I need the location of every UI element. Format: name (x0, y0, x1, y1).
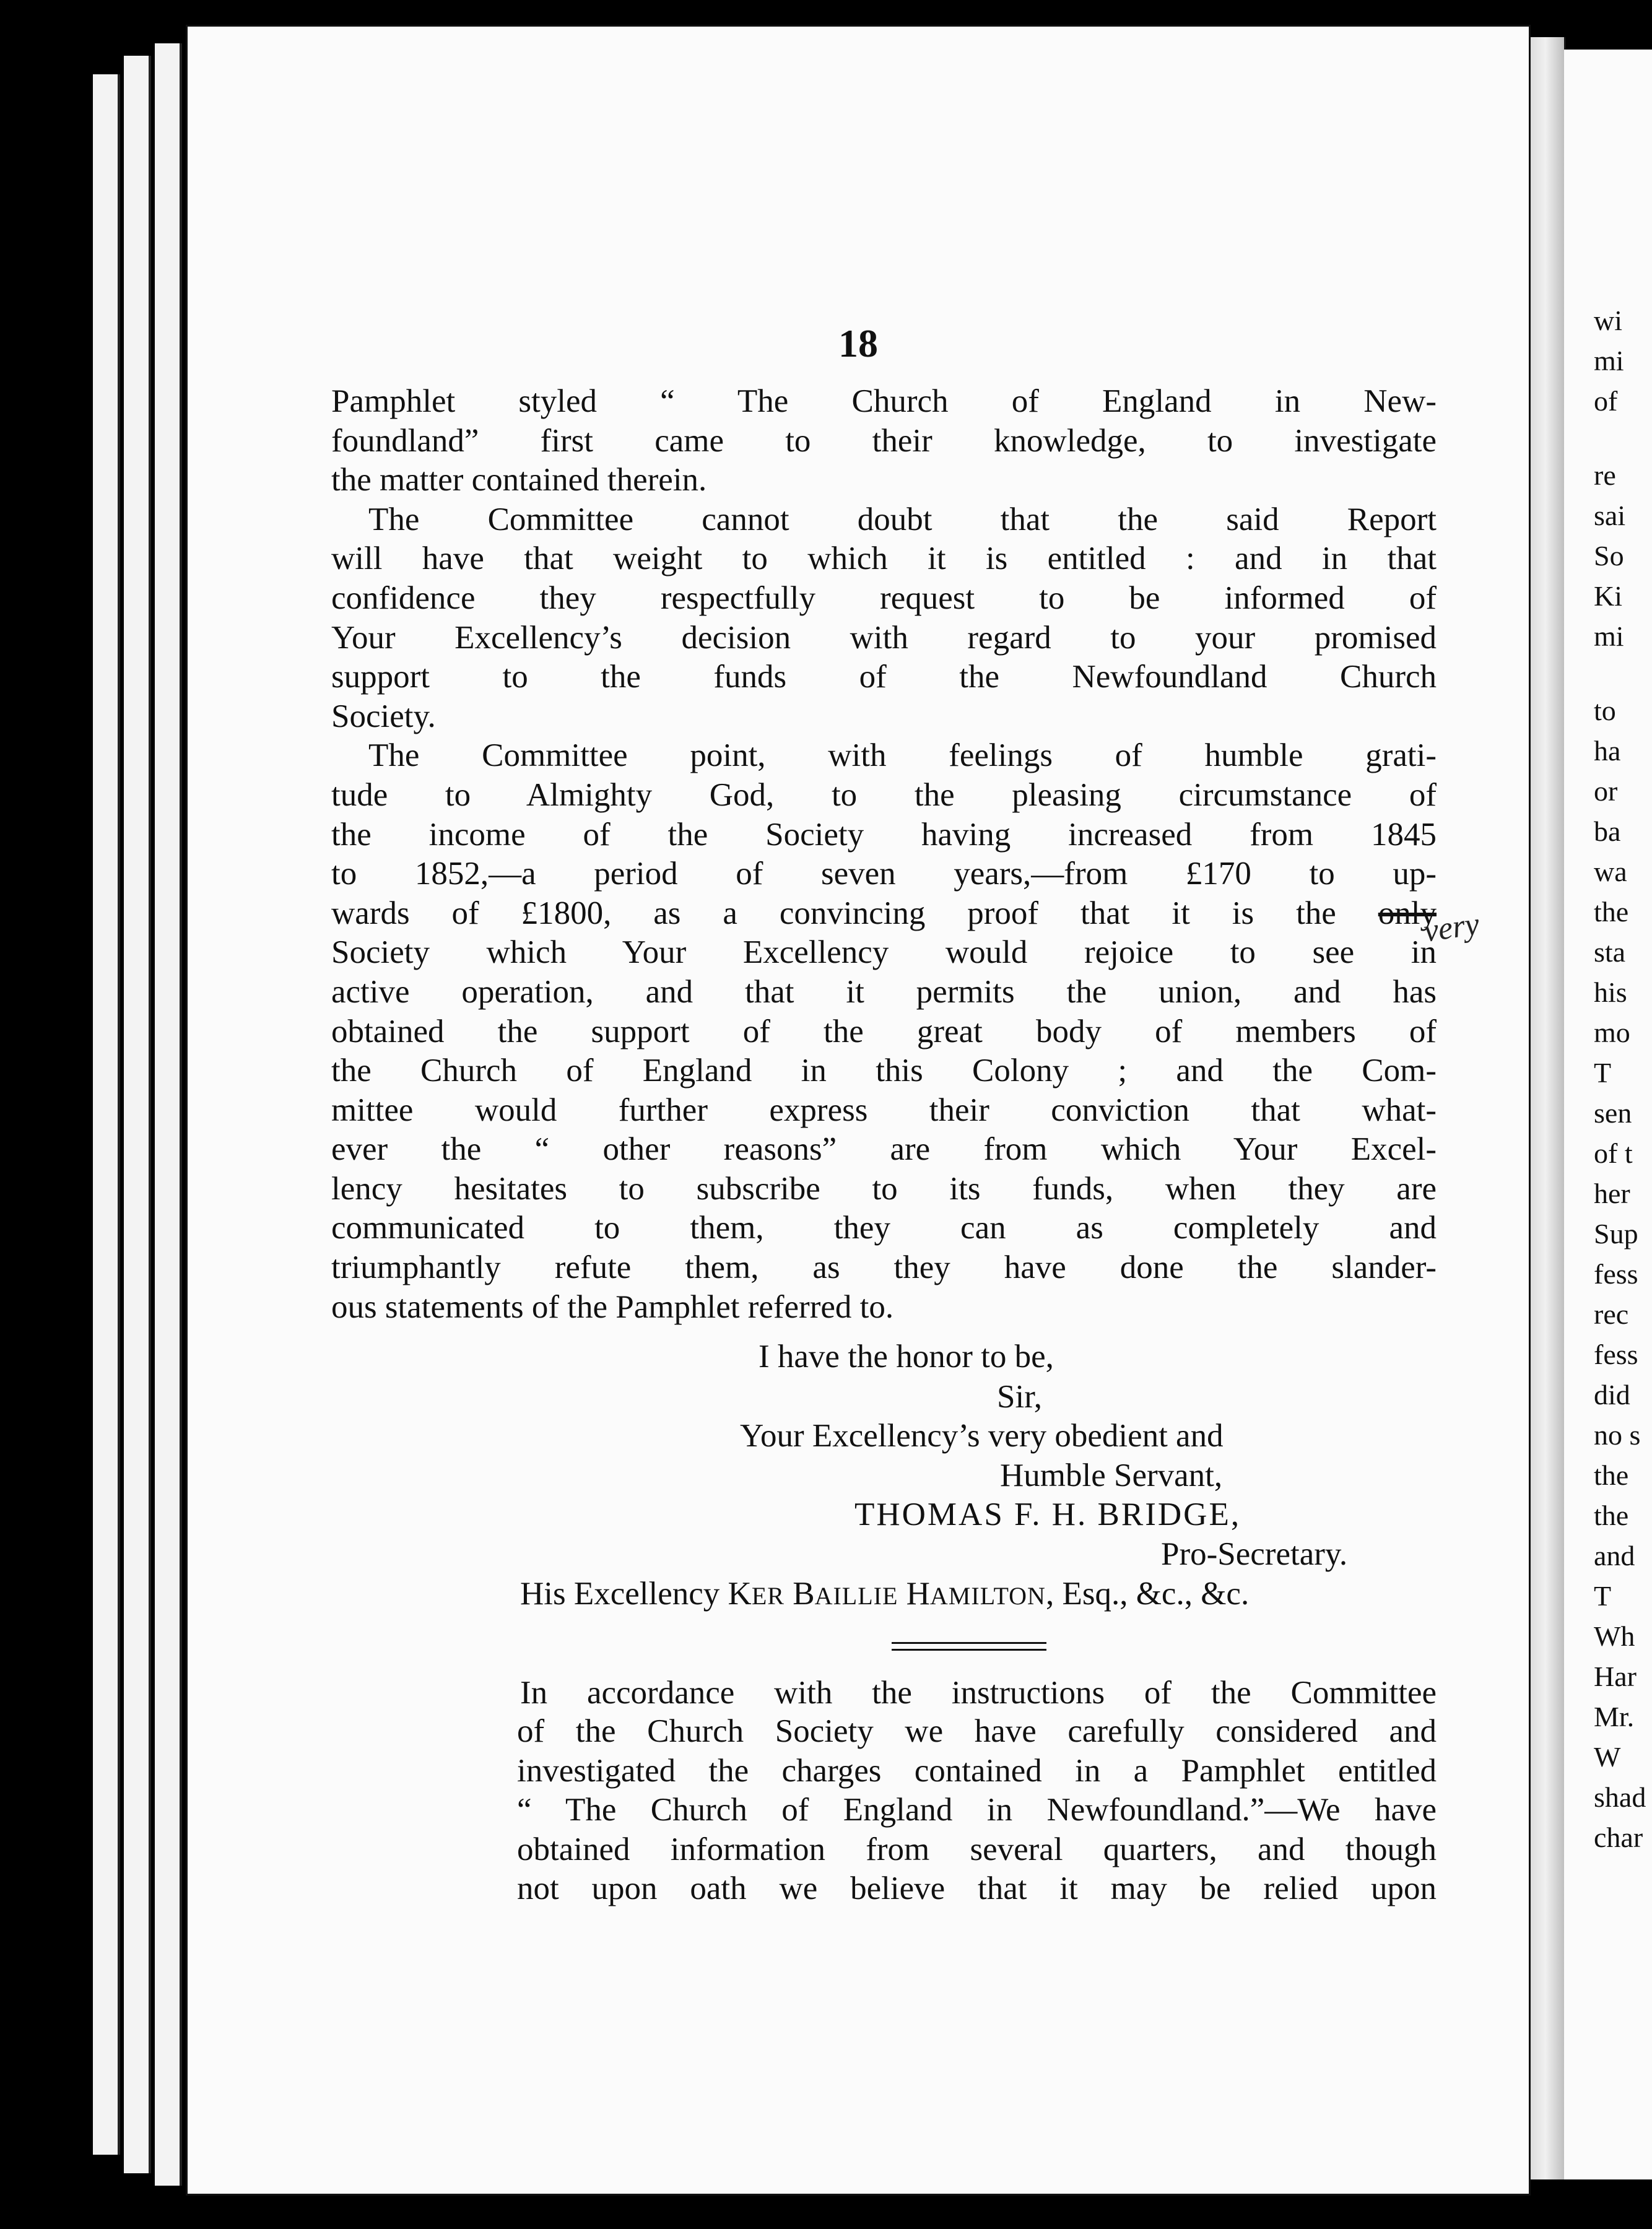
page-edge (124, 56, 151, 2173)
text-line: will have that weight to which it is entitled : and in that (331, 541, 1437, 577)
facing-page-text: Ki (1594, 580, 1622, 612)
handwritten-margin-note: very (1422, 906, 1482, 949)
facing-page-text: So (1594, 540, 1624, 571)
text-line: “ The Church of England in Newfoundland.”—We have (517, 1792, 1437, 1828)
facing-page-text: T (1594, 1057, 1612, 1088)
facing-page-text: the (1594, 1459, 1629, 1491)
facing-page-text: shad (1594, 1781, 1646, 1813)
page-edge (93, 74, 120, 2155)
text-fragment: wards of £1800, as a convincing proof that it is the (331, 895, 1336, 931)
addressee (520, 1578, 1249, 1610)
facing-page-text: mi (1594, 620, 1624, 652)
facing-page-text: and (1594, 1540, 1635, 1571)
closing-salutation: Sir, (997, 1379, 1042, 1415)
addressee-name-part: ER (751, 1582, 785, 1610)
facing-page-text: of (1594, 385, 1618, 417)
text-line: the matter contained therein. (331, 462, 707, 498)
page-number: 18 (838, 321, 878, 365)
facing-page-text: her (1594, 1178, 1630, 1209)
facing-page-text: ba (1594, 815, 1621, 847)
facing-page-text: re (1594, 459, 1616, 491)
addressee-suffix: , Esq., &c., &c. (1045, 1576, 1250, 1612)
text-line: triumphantly refute them, as they have done the slander- (331, 1249, 1437, 1286)
text-line: Society which Your Excellency would rejoice to see in (331, 934, 1437, 971)
facing-page-text: did (1594, 1379, 1630, 1410)
letter-body (331, 382, 1437, 1327)
facing-page-text: mi (1594, 345, 1624, 376)
closing-line: I have the honor to be, (759, 1339, 1054, 1375)
facing-page-text: wi (1594, 305, 1622, 336)
text-line: investigated the charges contained in a Pamphlet entitled (517, 1752, 1437, 1789)
addressee-name-part: AILLIE (814, 1582, 898, 1610)
facing-page-text: the (1594, 1500, 1629, 1531)
text-line: to 1852,—a period of seven years,—from £170 to up- (331, 856, 1437, 892)
facing-page-text: the (1594, 896, 1629, 928)
facing-page-text: sai (1594, 500, 1626, 531)
text-line: mittee would further express their conviction that what- (331, 1092, 1437, 1128)
text-line: Your Excellency’s decision with regard to your promised (331, 619, 1437, 656)
text-line: tude to Almighty God, to the pleasing circumstance of (331, 776, 1437, 813)
facing-page-text: Mr. (1594, 1701, 1635, 1732)
addressee-initial: K (728, 1576, 752, 1612)
report-body-continued (517, 1712, 1437, 1909)
text-line: ous statements of the Pamphlet referred to. (331, 1288, 894, 1325)
text-line: ever the “ other reasons” are from which Your Excel- (331, 1131, 1437, 1168)
facing-page-text: his (1594, 976, 1627, 1008)
text-line: the income of the Society having increased from 1845 (331, 816, 1437, 853)
facing-page-text: of t (1594, 1137, 1633, 1169)
facing-page-text: ha (1594, 735, 1621, 767)
facing-page-text: mo (1594, 1017, 1630, 1048)
closing-line: Humble Servant, (1000, 1458, 1223, 1493)
text-line: lency hesitates to subscribe to its funds, when they are (331, 1170, 1437, 1207)
text-line: support to the funds of the Newfoundland Church (331, 659, 1437, 695)
text-line: the Church of England in this Colony ; and the Com- (331, 1053, 1437, 1089)
struck-word: only (1378, 895, 1437, 931)
text-line: obtained information from several quarters, and though (517, 1831, 1437, 1867)
facing-page-text: sen (1594, 1097, 1632, 1129)
facing-page-text: sta (1594, 936, 1626, 968)
addressee-name-part: AMILTON (929, 1582, 1046, 1610)
signature-name: THOMAS F. H. BRIDGE, (854, 1497, 1241, 1532)
facing-page-text: Sup (1594, 1218, 1638, 1249)
text-line: active operation, and that it permits the union, and has (331, 973, 1437, 1010)
addressee-initial: H (906, 1576, 930, 1612)
text-line: In accordance with the instructions of the Committee (520, 1675, 1437, 1711)
facing-page-text: Har (1594, 1661, 1637, 1692)
facing-page-text: char (1594, 1822, 1643, 1853)
facing-page-text: Wh (1594, 1620, 1635, 1652)
addressee-initial: B (793, 1576, 815, 1612)
facing-page-fragment (1564, 50, 1652, 2179)
text-line: The Committee point, with feelings of humble grati- (368, 737, 1437, 774)
text-line: communicated to them, they can as completely and (331, 1210, 1437, 1246)
facing-page-text: T (1594, 1580, 1612, 1612)
text-line (331, 894, 1437, 934)
book-spine (1527, 37, 1566, 2179)
text-line: not upon oath we believe that it may be relied upon (517, 1871, 1437, 1907)
facing-page-text: no s (1594, 1419, 1641, 1451)
facing-page-text: W (1594, 1741, 1621, 1773)
facing-page-text: fess (1594, 1339, 1638, 1370)
text-line: foundland” first came to their knowledge, to investigate (331, 422, 1437, 459)
addressee-prefix: His Excellency (520, 1576, 720, 1612)
facing-page-text: wa (1594, 856, 1627, 887)
facing-page-text: fess (1594, 1258, 1638, 1290)
page-edge (155, 43, 182, 2186)
section-divider (892, 1642, 1046, 1651)
text-line: confidence they respectfully request to be informed of (331, 580, 1437, 616)
signature-title: Pro-Secretary. (1161, 1536, 1348, 1572)
text-line: Society. (331, 698, 436, 734)
closing-line: Your Excellency’s very obedient and (740, 1418, 1224, 1454)
facing-page-text: to (1594, 695, 1616, 726)
text-line: of the Church Society we have carefully considered and (517, 1713, 1437, 1749)
text-line: Pamphlet styled “ The Church of England in New- (331, 383, 1437, 419)
facing-page-text: or (1594, 775, 1618, 807)
text-line: obtained the support of the great body of members of (331, 1013, 1437, 1049)
text-line: The Committee cannot doubt that the said Report (368, 501, 1437, 537)
report-body (520, 1674, 1437, 1713)
facing-page-text: rec (1594, 1298, 1629, 1330)
